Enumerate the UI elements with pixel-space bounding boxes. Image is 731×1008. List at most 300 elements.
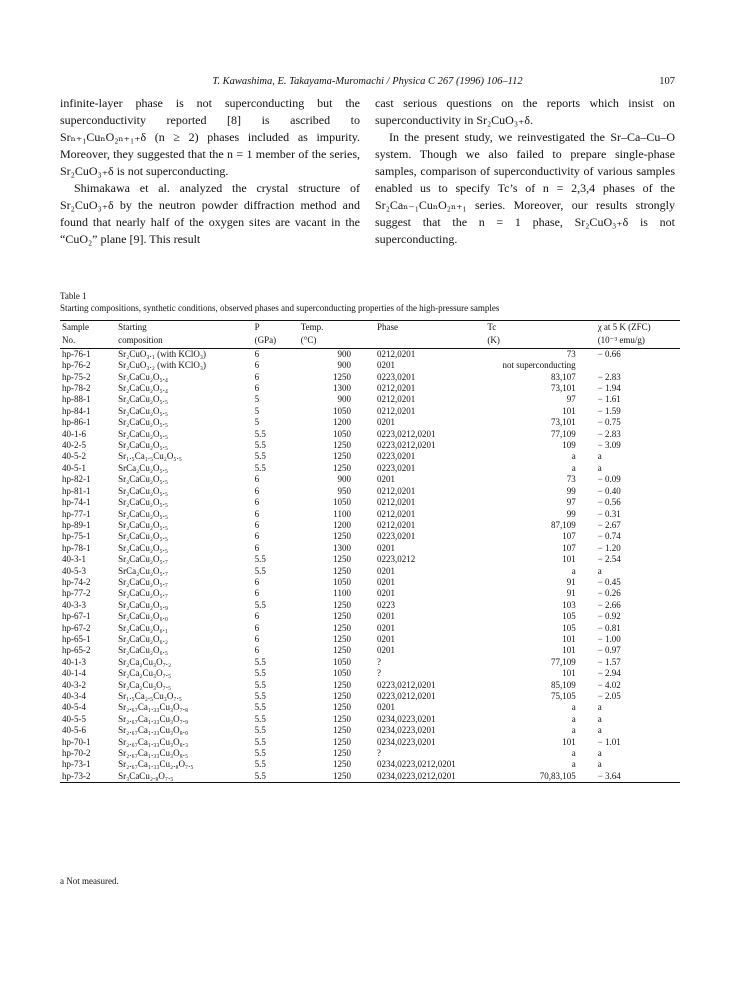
cell-tc: 91 [566,576,576,587]
cell-temperature: 1200 [332,519,351,530]
cell-composition: SrCa₂Cu₂O₅.₇ [118,565,168,576]
header-phase-sub [363,334,485,348]
cell-composition: Sr₂Ca₂Cu₃O₇.₂ [118,656,172,667]
cell-phase: 0201 [376,633,395,644]
cell-pressure: 5.5 [254,725,266,736]
cell-tc: 103 [562,599,576,610]
cell-sample: hp-88-1 [62,394,91,405]
cell-temperature: 1250 [332,691,351,701]
cell-pressure: 6 [254,519,260,530]
header-temperature-unit: (°C) [299,334,363,348]
table-footnote: a Not measured. [60,876,119,886]
cell-tc: 77,109 [550,656,576,667]
cell-pressure: 6 [254,576,260,587]
cell-pressure: 6 [254,383,260,394]
cell-pressure: 5.5 [254,748,266,759]
cell-tc: 97 [566,497,576,508]
cell-chi: a [597,462,602,473]
cell-tc: 101 [562,736,576,747]
table-row [60,417,680,428]
cell-phase: 0223,0201 [376,531,416,542]
cell-sample: hp-70-1 [62,736,91,747]
cell-tc: a [571,565,576,576]
cell-phase: 0201 [376,588,395,599]
cell-phase: ? [376,656,381,667]
cell-chi: − 0.74 [597,531,621,542]
cell-composition: Sr₂CaCu₂O₆.₂ [118,633,168,644]
cell-chi: − 1.94 [597,383,621,394]
cell-pressure: 6 [254,531,260,542]
table-row [60,657,680,668]
cell-sample: hp-70-2 [62,748,91,759]
cell-phase: 0212,0201 [376,508,416,519]
cell-composition: Sr₂CaCu₂O₅.₅ [118,497,168,508]
cell-phase: 0223,0201 [376,462,416,473]
cell-tc: 105 [562,622,576,633]
cell-temperature: 900 [337,360,351,371]
cell-temperature: 1100 [333,508,351,519]
table-caption-block [60,290,680,314]
header-tc-unit: (K) [485,334,595,348]
table-row [60,543,680,554]
cell-composition: Sr₂CuO₃.₁ (with KClO₃) [118,348,206,359]
cell-sample: hp-65-1 [62,633,91,644]
table-row [60,634,680,645]
cell-chi: − 3.09 [597,440,621,451]
table-row [60,429,680,440]
cell-composition: Sr₂CaCu₂O₅.₇ [118,576,168,587]
cell-temperature: 1050 [332,576,351,587]
cell-phase: 0223,0212,0201 [376,440,436,451]
table-row [60,451,680,462]
cell-chi: − 1.20 [597,542,621,553]
cell-phase: 0223,0212,0201 [376,691,436,701]
cell-phase: 0234,0223,0201 [376,713,436,724]
cell-chi: a [597,759,602,770]
cell-temperature: 1250 [332,462,351,473]
cell-phase: 0201 [376,611,395,622]
cell-composition: Sr₂CaCu₂O₅.₅ [118,474,168,485]
cell-chi: − 1.59 [597,405,621,416]
cell-chi: a [597,713,602,724]
cell-pressure: 5.5 [254,759,266,770]
cell-sample: hp-84-1 [62,405,91,416]
cell-chi: − 1.00 [597,633,621,644]
cell-sample: 40-5-5 [62,713,86,724]
cell-temperature: 1250 [332,531,351,542]
cell-sample: hp-75-1 [62,531,91,542]
cell-chi: − 0.92 [597,611,621,622]
cell-pressure: 6 [254,508,260,519]
header-temperature: Temp. [299,321,363,335]
table-row [60,577,680,588]
cell-pressure: 6 [254,622,260,633]
table-row [60,623,680,634]
cell-tc: 101 [562,645,576,656]
cell-phase: 0223,0201 [376,451,416,462]
cell-tc: 77,109 [550,428,576,439]
cell-sample: hp-67-2 [62,622,91,633]
cell-temperature: 1250 [332,554,351,565]
cell-composition: Sr₂.₆₇Ca₁.₃₃Cu₃O₇.₉ [118,713,189,724]
cell-chi: − 2.94 [597,668,621,679]
table-row [60,588,680,599]
cell-temperature: 1250 [332,725,351,736]
table-row [60,748,680,759]
cell-chi: a [597,451,602,462]
cell-chi: − 0.66 [597,348,621,359]
cell-pressure: 5 [254,405,260,416]
table-row [60,737,680,748]
table-row [60,348,680,360]
cell-phase: 0234,0223,0212,0201 [363,771,485,783]
table-row [60,771,680,783]
cell-temperature: 1050 [332,656,351,667]
cell-tc: 99 [566,508,576,519]
cell-chi: − 4.02 [597,679,621,690]
cell-tc: 101 [562,405,576,416]
cell-tc: 109 [562,440,576,451]
cell-tc: 83,107 [550,371,576,382]
cell-tc: 75,105 [550,691,576,701]
cell-composition: Sr₂CaCu₂O₅.₅ [118,531,168,542]
cell-sample: hp-76-2 [62,360,91,371]
header-composition: Starting [116,321,252,335]
body-paragraph: Shimakawa et al. analyzed the crystal structure of Sr₂CuO₃₊δ by the neutron powder diffraction method and found that nearly half of the oxygen sites are vacant in the “CuO₂” plane [9]. This result [60,181,360,246]
cell-tc: 73 [566,348,576,359]
cell-phase: 0212,0201 [376,497,416,508]
cell-pressure: 5.5 [254,451,266,462]
body-column-left [60,95,360,248]
cell-temperature: 1200 [332,417,351,428]
cell-sample: 40-5-3 [62,565,86,576]
cell-sample: hp-82-1 [62,474,91,485]
cell-chi: a [597,748,602,759]
running-head-title: T. Kawashima, E. Takayama-Muromachi / Physica C 267 (1996) 106–112 [212,76,523,87]
table-row [60,611,680,622]
cell-phase: 0201 [376,645,395,656]
cell-sample: 40-2-5 [62,440,86,451]
cell-tc: 105 [562,611,576,622]
table-row [60,702,680,713]
cell-composition: Sr₂CaCu₂O₅.₇ [118,554,168,565]
cell-pressure: 5.5 [254,428,266,439]
cell-sample: hp-77-1 [62,508,91,519]
cell-composition: Sr₂CaCu₂O₅.₅ [118,440,168,451]
cell-tc: a [571,451,576,462]
cell-composition: Sr₂CaCu₂O₆.₀ [118,611,168,622]
cell-chi: − 0.09 [597,474,621,485]
cell-composition: Sr₂.₆₇Ca₁.₃₃Cu₃O₈.₃ [118,736,189,747]
cell-composition: Sr₂CaCu₂O₅.₅ [118,519,168,530]
cell-phase: 0212,0201 [376,394,416,405]
cell-sample: hp-65-2 [62,645,91,656]
cell-temperature: 900 [337,348,351,359]
cell-pressure: 5.5 [254,736,266,747]
body-paragraph: In the present study, we reinvestigated the Sr–Ca–Cu–O system. Though we also failed to prepare single-phase samples, comparison of superconductivity of various samples enabled us to specify Tc’s of n = 2,3,4 phases of the Sr₂Caₙ₋₁CuₙO₂ₙ₊₁ series. Moreover, our results strongly suggest that the n = 1 phase, Sr₂CuO₃₊δ is not superconducting. [375,130,675,246]
table-caption: Starting compositions, synthetic conditions, observed phases and superconducting properties of the high-pressure samples [60,303,500,313]
cell-tc: a [571,702,576,713]
cell-temperature: 1050 [332,428,351,439]
cell-pressure: 6 [254,611,260,622]
table-row [60,554,680,565]
cell-tc: 107 [562,531,576,542]
cell-tc: 107 [562,542,576,553]
cell-phase: ? [376,668,381,679]
cell-tc: 73,101 [550,383,576,394]
cell-tc: 73,101 [550,417,576,428]
cell-composition: Sr₂CaCu₂O₅.₉ [118,599,168,610]
table-row [60,680,680,691]
cell-pressure: 6 [254,497,260,508]
cell-pressure: 5.5 [254,565,266,576]
cell-composition: Sr₁.₅Ca₁.₅Cu₂O₅.₅ [118,451,182,462]
cell-sample: hp-67-1 [62,611,91,622]
cell-chi: a [597,702,602,713]
table-row [60,566,680,577]
cell-composition: Sr₂CaCu₂O₆.₁ [118,622,168,633]
cell-sample: 40-3-4 [62,691,86,701]
cell-sample: 40-1-3 [62,656,86,667]
cell-sample: 40-5-4 [62,702,86,713]
cell-composition: Sr₃CaCu₂.₈O₇.₅ [116,771,252,783]
body-paragraph: infinite-layer phase is not superconducting but the superconductivity reported [8] is ascribed to Srₙ₊₁CuₙO₂ₙ₊₁₊δ (n ≥ 2) phases included as impurity. Moreover, they suggested that the n = 1 member of the series, Sr₂CuO₃₊δ is not superconducting. [60,96,360,178]
table-label: Table 1 [60,291,87,301]
header-chi-unit: (10⁻³ emu/g) [596,334,680,348]
cell-tc: a [571,713,576,724]
cell-pressure: 5.5 [254,679,266,690]
cell-pressure: 5.5 [254,440,266,451]
cell-composition: Sr₂CaCu₂O₅.₅ [118,428,168,439]
cell-sample: 40-3-2 [62,679,86,690]
cell-tc: 70,83,105 [485,771,595,783]
cell-temperature: 1100 [333,588,351,599]
table-header-row [60,321,680,335]
cell-temperature: 1050 [332,497,351,508]
table-row [60,725,680,736]
cell-phase: 0223 [376,599,395,610]
cell-temperature: 1250 [332,440,351,451]
cell-temperature: 1250 [332,599,351,610]
cell-tc: 87,109 [550,519,576,530]
table-row [60,668,680,679]
cell-sample: 40-5-1 [62,462,86,473]
cell-chi: a [597,565,602,576]
cell-composition: Sr₂CaCu₂O₆.₅ [118,645,168,656]
table-row [60,463,680,474]
cell-temperature: 1250 [332,565,351,576]
cell-sample: hp-86-1 [62,417,91,428]
cell-composition: Sr₂CaCu₂O₅.₅ [118,394,168,405]
header-pressure-unit: (GPa) [253,334,299,348]
cell-composition: Sr₂CaCu₂O₅.₅ [118,542,168,553]
cell-pressure: 5.5 [254,691,266,701]
cell-phase: 0201 [376,622,395,633]
cell-temperature: 1250 [332,736,351,747]
body-paragraph: cast serious questions on the reports which insist on superconductivity in Sr₂CuO₃₊δ. [375,96,675,127]
table-row [60,531,680,542]
cell-composition: Sr₂CaCu₂O₅.₅ [118,405,168,416]
cell-pressure: 5.5 [254,656,266,667]
cell-temperature: 900 [337,474,351,485]
table-row [60,440,680,451]
cell-sample: hp-76-1 [62,348,91,359]
page-number: 107 [659,76,675,87]
cell-phase: 0212,0201 [376,519,416,530]
table-row [60,600,680,611]
cell-tc: a [571,725,576,736]
cell-sample: hp-73-1 [62,759,91,770]
cell-chi: − 0.56 [597,497,621,508]
cell-pressure: 6 [254,360,260,371]
header-phase: Phase [363,321,485,335]
cell-phase: 0201 [376,417,395,428]
cell-chi: − 2.54 [597,554,621,565]
cell-temperature: 1250 [332,759,351,770]
cell-tc: 101 [562,668,576,679]
cell-temperature: 1250 [332,702,351,713]
cell-chi: − 3.64 [596,771,680,783]
cell-composition: Sr₂.₆₇Ca₁.₃₃Cu₃O₈.₀ [118,725,189,736]
cell-pressure: 5.5 [254,462,266,473]
cell-sample: hp-78-2 [62,383,91,394]
cell-chi: − 0.75 [597,417,621,428]
table-header-units-row [60,334,680,348]
cell-pressure: 6 [254,474,260,485]
table-row [60,394,680,405]
table-row [60,759,680,770]
cell-temperature: 1250 [332,633,351,644]
cell-phase: 0212,0201 [376,348,416,359]
cell-sample: hp-89-1 [62,519,91,530]
cell-temperature: 1250 [332,713,351,724]
cell-chi: − 0.40 [597,485,621,496]
cell-tc: 97 [566,394,576,405]
cell-temperature: 1250 [332,679,351,690]
header-chi: χ at 5 K (ZFC) [596,321,680,335]
cell-chi: − 2.66 [597,599,621,610]
cell-chi: − 0.81 [597,622,621,633]
cell-phase: 0201 [376,474,395,485]
cell-temperature: 1250 [332,371,351,382]
cell-tc: a [571,759,576,770]
header-pressure: P [253,321,299,335]
cell-chi: − 1.01 [597,736,621,747]
cell-composition: Sr₂.₆₇Ca₁.₃₃Cu₃O₇.₈ [118,702,189,713]
cell-temperature: 1300 [332,383,351,394]
cell-tc: a [571,748,576,759]
cell-chi: − 2.83 [597,428,621,439]
cell-composition: Sr₁.₅Ca₂.₅Cu₃O₇.₅ [118,691,182,701]
cell-phase: 0212,0201 [376,485,416,496]
cell-temperature: 1250 [332,451,351,462]
table-row [60,486,680,497]
cell-phase: 0234,0223,0212,0201 [376,759,456,770]
body-column-right [375,95,675,248]
cell-pressure: 5 [254,394,260,405]
cell-sample: hp-74-1 [62,497,91,508]
cell-chi: − 0.45 [597,576,621,587]
cell-composition: Sr₂Ca₂Cu₃O₇.₅ [118,679,172,690]
cell-chi: − 0.97 [597,645,621,656]
cell-chi: − 0.31 [597,508,621,519]
table-row [60,645,680,656]
table-row [60,497,680,508]
cell-pressure: 5.5 [254,702,266,713]
cell-temperature: 1250 [332,645,351,656]
cell-phase: ? [376,748,381,759]
cell-temperature: 1250 [332,611,351,622]
cell-temperature: 950 [337,485,351,496]
cell-pressure: 5 [254,417,260,428]
cell-tc: 85,109 [550,679,576,690]
cell-phase: 0223,0212 [376,554,416,565]
cell-pressure: 6 [254,633,260,644]
cell-chi [596,360,680,371]
cell-composition: Sr₂CaCu₂O₅.₅ [118,508,168,519]
cell-pressure: 6 [254,645,260,656]
cell-sample: 40-5-6 [62,725,86,736]
cell-temperature: 1300 [332,542,351,553]
cell-temperature: 900 [337,394,351,405]
cell-pressure: 5.5 [254,554,266,565]
cell-chi: − 1.57 [597,656,621,667]
cell-sample: 40-3-1 [62,554,86,565]
cell-pressure: 5.5 [254,713,266,724]
cell-chi: − 1.61 [597,394,621,405]
cell-sample: hp-78-1 [62,542,91,553]
cell-chi: − 0.26 [597,588,621,599]
cell-phase: 0234,0223,0201 [376,725,436,736]
cell-composition: Sr₂CaCu₂O₅.₅ [118,417,168,428]
header-tc: Tc [485,321,595,335]
cell-tc: 101 [562,633,576,644]
cell-pressure: 6 [254,542,260,553]
table-row [60,691,680,702]
cell-composition: Sr₂Ca₂Cu₃O₇.₅ [118,668,172,679]
cell-phase: 0212,0201 [376,383,416,394]
cell-sample: hp-75-2 [62,371,91,382]
cell-tc: 91 [566,588,576,599]
cell-tc: 101 [562,554,576,565]
cell-tc: 73 [566,474,576,485]
cell-composition: Sr₂CuO₃.₂ (with KClO₃) [118,360,206,371]
cell-phase: 0223,0201 [376,371,416,382]
table-row [60,360,680,371]
running-head [60,76,675,90]
cell-phase: 0212,0201 [376,405,416,416]
cell-chi: − 2.83 [597,371,621,382]
cell-pressure: 6 [254,588,260,599]
cell-sample: 40-1-6 [62,428,86,439]
cell-chi: − 2.05 [597,691,621,701]
cell-sample: hp-77-2 [62,588,91,599]
cell-composition: Sr₂CaCu₂O₅.₄ [118,371,168,382]
cell-phase: 0223,0212,0201 [376,428,436,439]
table-row [60,714,680,725]
cell-pressure: 6 [254,371,260,382]
cell-temperature: 1050 [332,405,351,416]
cell-temperature: 1250 [332,622,351,633]
cell-chi: a [597,725,602,736]
cell-pressure: 5.5 [253,771,299,783]
cell-pressure: 5.5 [254,599,266,610]
cell-sample: hp-73-2 [60,771,116,783]
cell-tc: not superconducting [502,360,576,371]
cell-chi: − 2.67 [597,519,621,530]
cell-phase: 0201 [376,542,395,553]
cell-pressure: 6 [254,485,260,496]
